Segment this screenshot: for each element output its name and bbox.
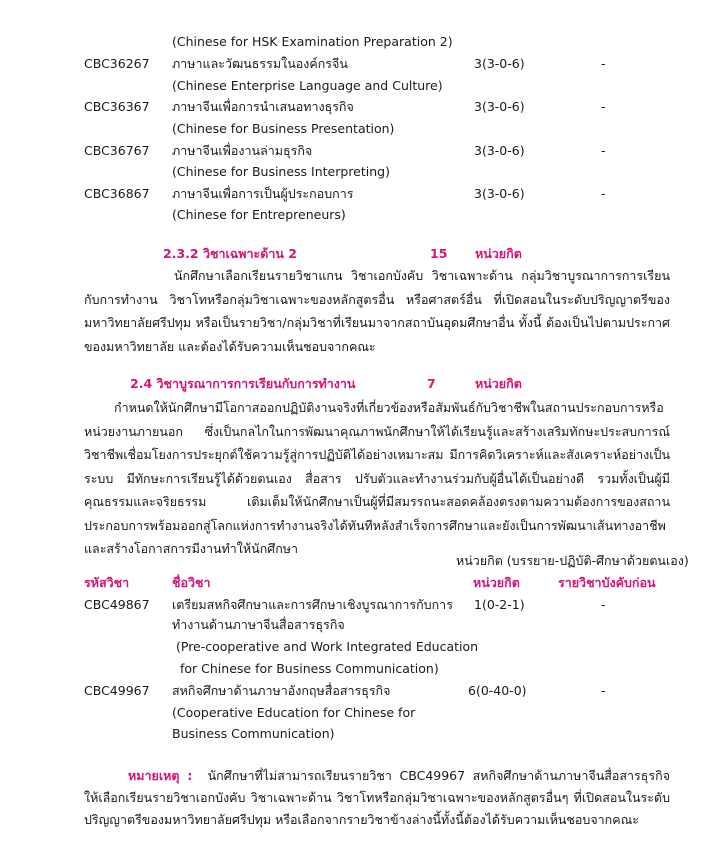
course-eng-name: (Cooperative Education for Chinese for [172,705,416,720]
course-thai-name: ภาษาจีนเพื่องานล่ามธุรกิจ [172,143,313,158]
credit-unit-note: หน่วยกิต (บรรยาย-ปฏิบัติ-ศึกษาด้วยตนเอง) [456,553,689,568]
section-24-body [84,396,670,561]
section-24-title: 2.4 วิชาบูรณาการการเรียนกับการทำงาน [130,376,356,391]
section-24-body-text: กำหนดให้นักศึกษามีโอกาสออกปฏิบัติงานจริงที่เกี่ยวข้องหรือสัมพันธ์กับวิชาชีพในสถานประกอบการหรือหน่วยงานภายนอก ซึ่งเป็นกลไกในการพัฒนาคุณภาพนักศึกษาให้ได้เรียนรู้และสร้างเสริมทักษะประสบการณ์วิชาชีพเชื่อมโยงการประยุกต์ใช้ความรู้สู่การปฏิบัติได้อย่างเหมาะสม มีการคิดวิเคราะห์และสังเคราะห์อย่างเป็นระบบ มีทักษะการเรียนรู้ได้ด้วยตนเอง สื่อสาร ปรับตัวและทำงานร่วมกับผู้อื่นได้เป็นอย่างดี รวมทั้งเป็นผู้มีคุณธรรมและจริยธรรม เติมเต็มให้นักศึกษาเป็นผู้ที่มีสมรรถนะสอดคล้องตรงตามความต้องการของสถานประกอบการพร้อมออกสู่โลกแห่งการทำงานจริงได้ทันทีหลังสำเร็จการศึกษาและยังเป็นการพัฒนาเส้นทางอาชีพและสร้างโอกาสการมีงานทำให้นักศึกษา [84,400,670,556]
section-232-body-text: นักศึกษาเลือกเรียนรายวิชาแกน วิชาเอกบังคับ วิชาเฉพาะด้าน กลุ่มวิชาบูรณาการการเรียนกับการทำงาน วิชาโทหรือกลุ่มวิชาเฉพาะของหลักสูตรอื่น หรือศาสตร์อื่น ที่เปิดสอนในระดับปริญญาตรีของมหาวิทยาลัยศรีปทุม หรือเป็นรายวิชา/กลุ่มวิชาที่เรียนมาจากสถาบันอุดมศึกษาอื่น ทั้งนี้ ต้องเป็นไปตามประกาศของมหาวิทยาลัย และต้องได้รับความเห็นชอบจากคณะ [84,268,670,354]
course-code: CBC49967 [84,683,150,698]
course-eng-name-cont: Business Communication) [172,726,335,741]
course-code: CBC49867 [84,597,150,612]
course-prereq: - [601,597,606,612]
course-credit: 6(0-40-0) [468,683,527,698]
course-prereq: - [601,143,606,158]
remark-text: นักศึกษาที่ไม่สามารถเรียนรายวิชา CBC49967 สหกิจศึกษาด้านภาษาจีนสื่อสารธุรกิจ ให้เลือกเรียนรายวิชาเอกบังคับ วิชาเฉพาะด้าน วิชาโทหรือกลุ่มวิชาเฉพาะของหลักสูตรอื่นๆ ที่เปิดสอนในระดับปริญญาตรีของมหาวิทยาลัยศรีปทุม หรือเลือกจากรายวิชาข้างล่างนี้ทั้งนี้ต้องได้รับความเห็นชอบจากคณะ [84,768,670,827]
course-credit: 3(3-0-6) [474,99,525,114]
course-thai-name: เตรียมสหกิจศึกษาและการศึกษาเชิงบูรณาการกับการ [172,597,453,612]
header-name: ชื่อวิชา [172,575,211,590]
course-prereq: - [601,683,606,698]
course-credit: 3(3-0-6) [474,143,525,158]
course-eng-name-cont: for Chinese for Business Communication) [180,661,439,676]
course-credit: 3(3-0-6) [474,186,525,201]
section-232-unit: หน่วยกิต [475,246,522,261]
course-code: CBC36867 [84,186,150,201]
course-eng-name: (Chinese for Business Interpreting) [172,164,390,179]
course-eng-name: (Pre-cooperative and Work Integrated Education [176,639,479,654]
section-232-body [84,264,670,358]
course-thai-name: ภาษาและวัฒนธรรมในองค์กรจีน [172,56,348,71]
remark-label: หมายเหตุ : [128,768,193,783]
course-prereq: - [601,186,606,201]
course-code: CBC36367 [84,99,150,114]
section-232-credits: 15 [430,246,448,261]
course-credit: 1(0-2-1) [474,597,525,612]
course-credit: 3(3-0-6) [474,56,525,71]
header-code: รหัสวิชา [84,575,130,590]
course-thai-name: ภาษาจีนเพื่อการเป็นผู้ประกอบการ [172,186,354,201]
remark [84,765,670,831]
course-prereq: - [601,99,606,114]
course-eng-name: (Chinese for HSK Examination Preparation 2) [172,34,453,49]
header-prereq: รายวิชาบังคับก่อน [558,575,656,590]
course-thai-name-cont: ทำงานด้านภาษาจีนสื่อสารธุรกิจ [172,617,345,632]
course-code: CBC36767 [84,143,150,158]
section-24-credits: 7 [427,376,436,391]
course-eng-name: (Chinese for Business Presentation) [172,121,395,136]
course-code: CBC36267 [84,56,150,71]
course-eng-name: (Chinese for Entrepreneurs) [172,207,346,222]
course-thai-name: สหกิจศึกษาด้านภาษาอังกฤษสื่อสารธุรกิจ [172,683,391,698]
section-232-title: 2.3.2 วิชาเฉพาะด้าน 2 [163,246,297,261]
course-thai-name: ภาษาจีนเพื่อการนำเสนอทางธุรกิจ [172,99,354,114]
course-eng-name: (Chinese Enterprise Language and Culture) [172,78,443,93]
course-prereq: - [601,56,606,71]
section-24-unit: หน่วยกิต [475,376,522,391]
header-credit: หน่วยกิต [473,575,520,590]
